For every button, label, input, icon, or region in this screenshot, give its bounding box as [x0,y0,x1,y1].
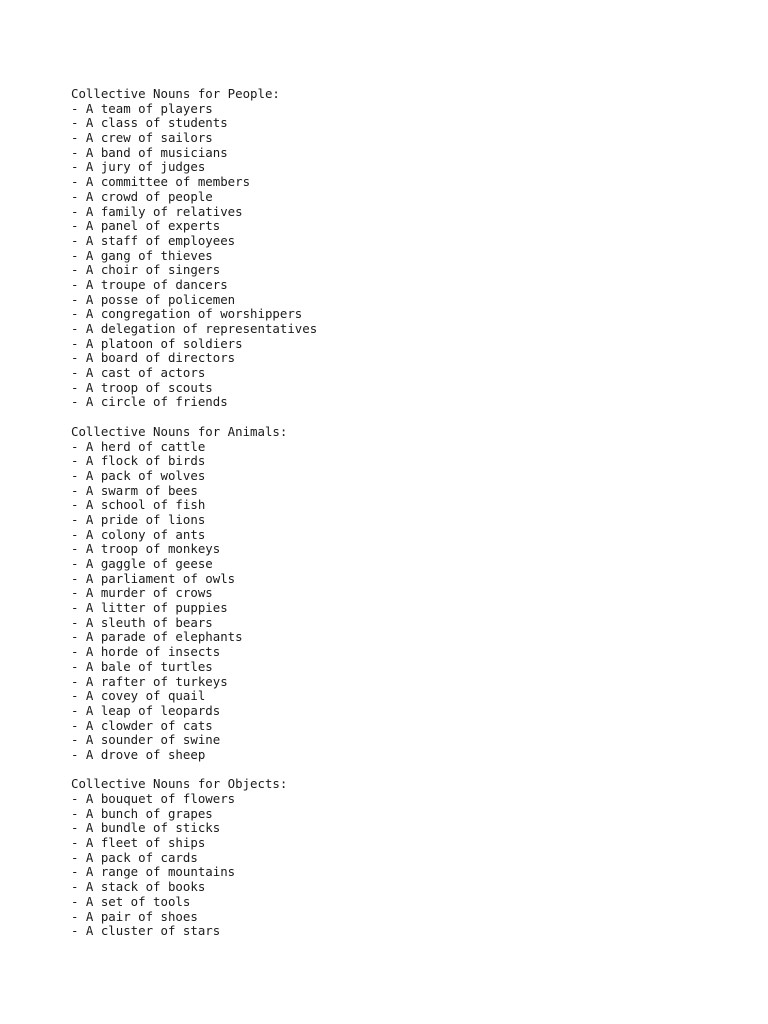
list-item: - A panel of experts [71,218,221,234]
list-item: - A sleuth of bears [71,614,213,630]
list-item: - A troop of scouts [71,379,213,395]
list-item: - A family of relatives [71,203,243,219]
list-item: - A bouquet of flowers [71,791,236,806]
list-item: - A herd of cattle [71,438,206,454]
list-item: - A swarm of bees [71,482,198,498]
list-item: - A gaggle of geese [71,556,213,571]
section-1 [71,425,748,763]
list-item: - A drove of sheep [71,746,206,762]
list-item: - A bundle of sticks [71,820,221,836]
list-item: - A crew of sailors [71,130,213,146]
list-item: - A staff of employees [71,232,236,248]
list-item: - A pack of wolves [71,467,206,483]
list-item: - A choir of singers [71,262,221,278]
list-item: - A band of musicians [71,144,228,160]
list-item: - A jury of judges [71,159,206,175]
list-item: - A clowder of cats [71,717,213,733]
section-heading: Collective Nouns for Objects: [71,776,288,792]
list-item: - A flock of birds [71,453,206,469]
list-item: - A troupe of dancers [71,276,228,292]
list-item: - A sounder of swine [71,732,221,748]
list-item: - A bale of turtles [71,658,213,674]
list-item: - A parliament of owls [71,570,236,586]
list-item: - A litter of puppies [71,600,228,616]
list-item: - A platoon of soldiers [71,335,243,351]
list-item: - A school of fish [71,497,206,513]
section-2 [71,777,748,939]
list-item: - A cluster of stars [71,923,221,939]
list-item: - A cast of actors [71,365,206,381]
list-item: - A rafter of turkeys [71,673,228,689]
list-item: - A pair of shoes [71,908,198,924]
list-item: - A leap of leopards [71,702,221,718]
list-item: - A bunch of grapes [71,805,213,821]
list-item: - A covey of quail [71,688,206,704]
list-item: - A colony of ants [71,526,206,542]
list-item: - A set of tools [71,893,191,909]
list-item: - A crowd of people [71,188,213,204]
list-item: - A class of students [71,115,228,131]
list-item: - A gang of thieves [71,247,213,263]
list-item: - A congregation of worshippers [71,306,303,322]
section-0 [71,87,748,410]
list-item: - A team of players [71,100,213,116]
list-item: - A stack of books [71,879,206,895]
list-item: - A committee of members [71,174,251,190]
document-page [71,87,748,939]
list-item: - A delegation of representatives [71,321,318,336]
section-heading: Collective Nouns for People: [71,86,280,101]
list-item: - A horde of insects [71,644,221,660]
list-item: - A pack of cards [71,849,198,865]
list-item: - A posse of policemen [71,291,236,307]
list-item: - A troop of monkeys [71,541,221,557]
list-item: - A board of directors [71,350,236,366]
list-item: - A murder of crows [71,585,213,601]
section-heading: Collective Nouns for Animals: [71,423,288,439]
list-item: - A range of mountains [71,864,236,880]
list-item: - A pride of lions [71,511,206,527]
list-item: - A circle of friends [71,394,228,410]
list-item: - A parade of elephants [71,629,243,645]
list-item: - A fleet of ships [71,835,206,851]
